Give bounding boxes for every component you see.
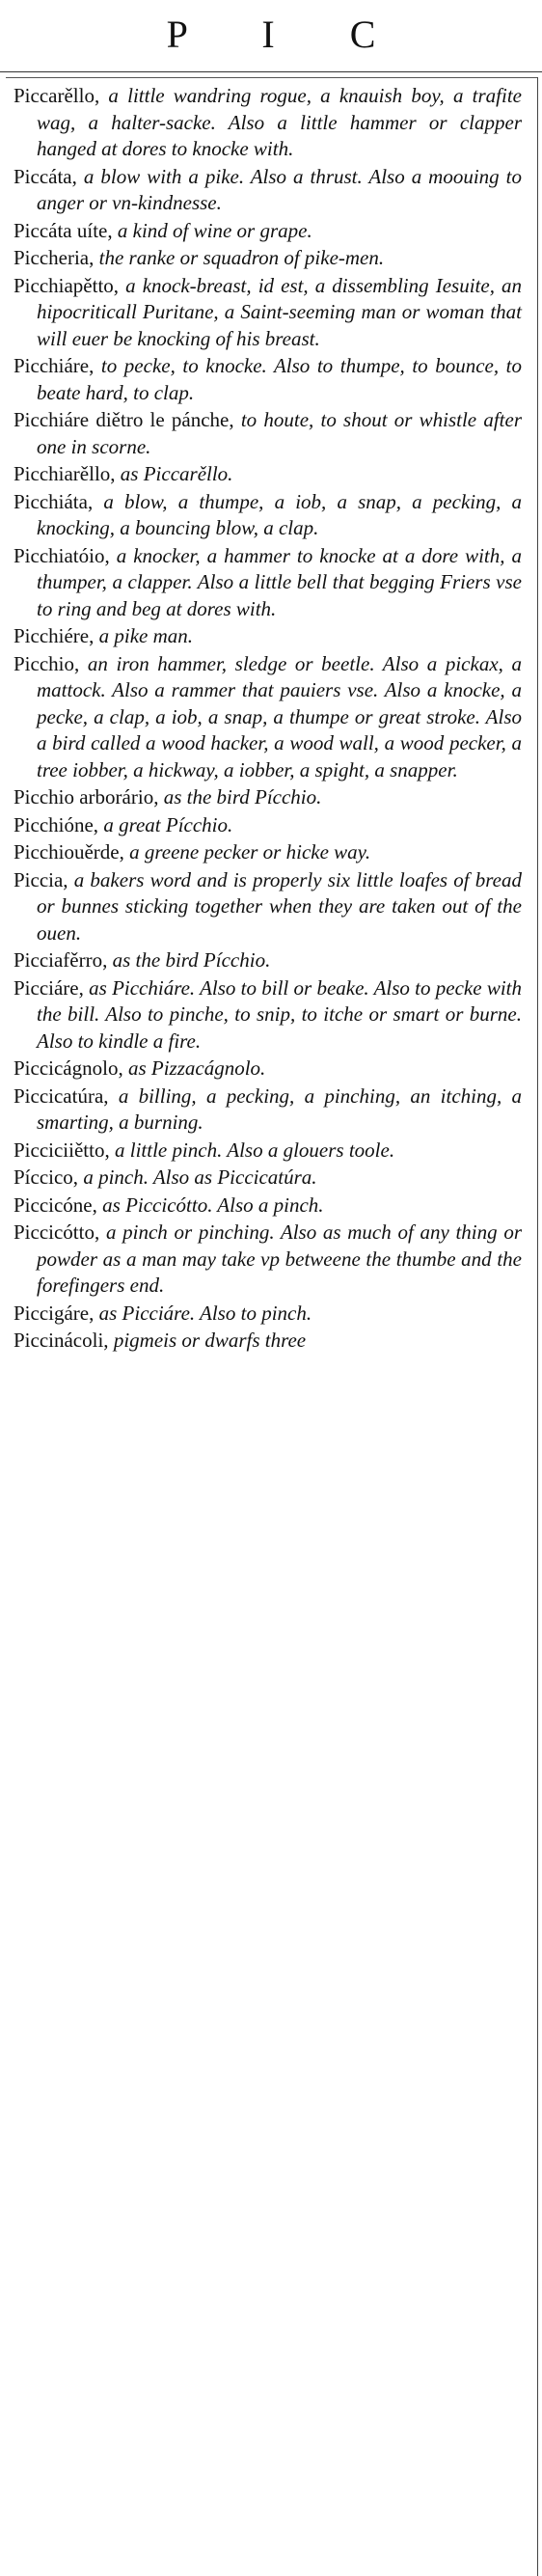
- headword: Picchio arborário,: [14, 785, 159, 808]
- definition: a kind of wine or grape.: [117, 218, 312, 242]
- definition: an iron hammer, sledge or beetle. Also a pickax, a mattock. Also a rammer that pauiers vse. Also a knocke, a pecke, a clap, a iob, a snap, a thumpe or great stroke. Also a bird called a wood hacker, a wood wall, a wood pecker, a tree iobber, a hickway, a iobber, a spight, a snapper.: [37, 651, 522, 781]
- definition: as the bird Pícchio.: [163, 785, 322, 808]
- headword: Picciciiětto,: [14, 1137, 110, 1162]
- definition: as Picciáre. Also to pinch.: [98, 1301, 312, 1325]
- entry: [14, 218, 522, 245]
- entry: [14, 407, 522, 460]
- entry-list: [14, 83, 522, 1356]
- headword: Picciafěrro,: [14, 948, 108, 972]
- definition: a little wandring rogue, a knauish boy, a trafite wag, a halter-sacke. Also a little hammer or clapper hanged at dores to knocke with.: [37, 84, 523, 160]
- entry: [14, 784, 522, 811]
- headword: Piccheria,: [14, 246, 95, 269]
- headword: Picchiáre diětro le pánche,: [14, 408, 234, 431]
- entry: [14, 623, 522, 650]
- entry: [14, 839, 522, 866]
- definition: a little pinch. Also a glouers toole.: [114, 1137, 395, 1162]
- definition: a knock-breast, id est, a dissembling Iesuite, an hipocriticall Puritane, a Saint-seeming man or woman that will euer be knocking of his breast.: [37, 273, 523, 350]
- entry: [14, 1083, 522, 1137]
- definition: a blow with a pike. Also a thrust. Also a moouing to anger or vn-kindnesse.: [37, 164, 522, 214]
- headword: Piccia,: [14, 867, 68, 891]
- definition: the ranke or squadron of pike-men.: [98, 246, 385, 269]
- headword: Picchiouěrde,: [14, 840, 124, 863]
- definition: as Piccarěllo.: [120, 462, 233, 485]
- headword: Piccáta,: [14, 164, 77, 188]
- definition: a billing, a pecking, a pinching, an itching, a smarting, a burning.: [37, 1083, 522, 1134]
- entry: [14, 1328, 522, 1355]
- headword: Píccico,: [14, 1165, 79, 1189]
- headword: Piccicatúra,: [14, 1083, 109, 1108]
- column-top-rule: [6, 77, 538, 78]
- headword: Piccicótto,: [14, 1220, 100, 1244]
- headword: Picchiáta,: [14, 489, 94, 513]
- entry: [14, 812, 522, 839]
- entry: [14, 461, 522, 488]
- entry: [14, 1301, 522, 1328]
- entry: [14, 164, 522, 217]
- definition: a bakers word and is properly six little loafes of bread or bunnes sticking together when they are taken out of the ouen.: [37, 867, 523, 945]
- definition: to houte, to shout or whistle after one in scorne.: [37, 408, 523, 458]
- headword: Picchiatóio,: [14, 543, 110, 567]
- headword: Picchióne,: [14, 812, 99, 836]
- header-rule: [0, 71, 542, 72]
- headword: Piccáta uíte,: [14, 218, 113, 242]
- headword: Piccinácoli,: [14, 1329, 109, 1352]
- page-header: P I C: [166, 13, 409, 56]
- entry: [14, 651, 522, 784]
- headword: Picchiére,: [14, 624, 95, 647]
- headword: Piccicágnolo,: [14, 1056, 123, 1080]
- definition: a blow, a thumpe, a iob, a snap, a pecking, a knocking, a bouncing blow, a clap.: [37, 489, 522, 539]
- headword: Picchiarěllo,: [14, 462, 116, 485]
- definition: a great Pícchio.: [103, 812, 233, 836]
- headword: Picciáre,: [14, 975, 84, 1000]
- entry: [14, 1192, 522, 1219]
- definition: a greene pecker or hicke way.: [129, 840, 371, 863]
- entry: [14, 1165, 522, 1192]
- column-right-rule: [537, 77, 538, 2576]
- definition: pigmeis or dwarfs three: [113, 1329, 307, 1352]
- headword: Picchio,: [14, 651, 80, 675]
- definition: to pecke, to knocke. Also to thumpe, to bounce, to beate hard, to clap.: [37, 354, 522, 404]
- entry: [14, 867, 522, 947]
- entry: [14, 543, 522, 623]
- definition: a knocker, a hammer to knocke at a dore with, a thumper, a clapper. Also a little bell that begging Friers vse to ring and beg at dores with.: [37, 543, 522, 620]
- headword: Picchiapětto,: [14, 273, 120, 297]
- entry: [14, 353, 522, 406]
- definition: a pike man.: [98, 624, 194, 647]
- definition: as Pizzacágnolo.: [127, 1056, 266, 1080]
- entry: [14, 1055, 522, 1082]
- entry: [14, 947, 522, 974]
- entry: [14, 83, 522, 163]
- definition: as Piccicótto. Also a pinch.: [102, 1192, 324, 1217]
- entry: [14, 489, 522, 542]
- definition: a pinch. Also as Piccicatúra.: [83, 1165, 317, 1189]
- definition: as Picchiáre. Also to bill or beake. Also to pecke with the bill. Also to pinche, to snip, to itche or smart or burne. Also to kindle a fire.: [37, 975, 522, 1053]
- entry: [14, 273, 522, 353]
- headword: Piccigáre,: [14, 1301, 95, 1325]
- headword: Picchiáre,: [14, 354, 95, 377]
- entry: [14, 1137, 522, 1165]
- entry: [14, 975, 522, 1055]
- headword: Piccicóne,: [14, 1192, 97, 1217]
- headword: Piccarěllo,: [14, 84, 100, 107]
- entry: [14, 1219, 522, 1300]
- entry: [14, 245, 522, 272]
- definition: as the bird Pícchio.: [112, 948, 271, 972]
- definition: a pinch or pinching. Also as much of any thing or powder as a man may take vp betweene the thumbe and the forefingers end.: [37, 1220, 523, 1297]
